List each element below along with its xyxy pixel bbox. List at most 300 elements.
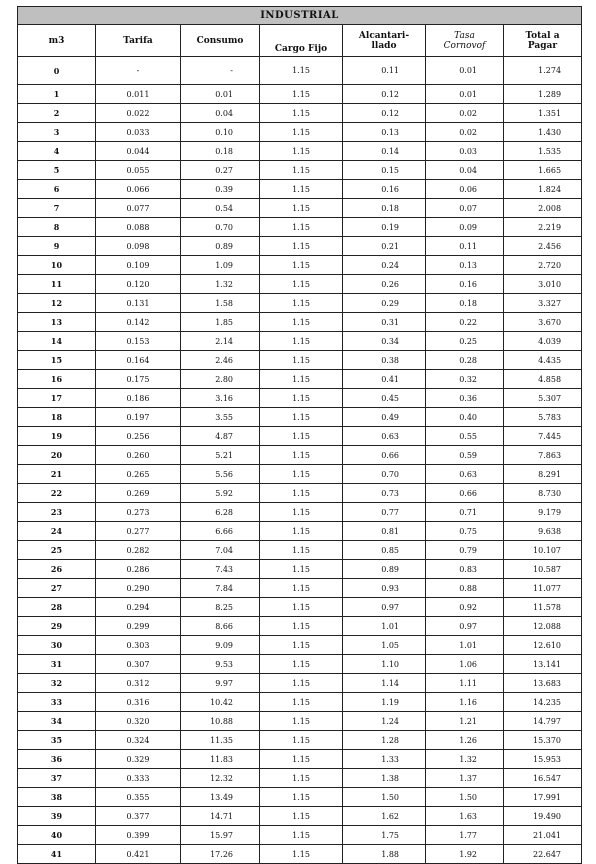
- cell-alcantarillado: 0.41: [343, 370, 426, 389]
- cell-consumo: 0.54: [181, 199, 260, 218]
- cell-tasa-cornovof: 1.21: [426, 712, 504, 731]
- cell-tasa-cornovof: 0.83: [426, 560, 504, 579]
- cell-total-a-pagar: 1.289: [504, 85, 582, 104]
- cell-m3: 18: [18, 408, 96, 427]
- cell-m3: 7: [18, 199, 96, 218]
- cell-tarifa: 0.286: [96, 560, 181, 579]
- cell-tasa-cornovof: 0.03: [426, 142, 504, 161]
- cell-tasa-cornovof: 1.63: [426, 807, 504, 826]
- cell-total-a-pagar: 12.088: [504, 617, 582, 636]
- cell-consumo: 5.56: [181, 465, 260, 484]
- column-header-consumo: Consumo: [181, 25, 260, 57]
- cell-consumo: 7.04: [181, 541, 260, 560]
- cell-tarifa: 0.329: [96, 750, 181, 769]
- cell-total-a-pagar: 2.720: [504, 256, 582, 275]
- cell-alcantarillado: 1.19: [343, 693, 426, 712]
- cell-alcantarillado: 0.66: [343, 446, 426, 465]
- cell-cargo-fijo: 1.15: [260, 769, 343, 788]
- cell-alcantarillado: 0.45: [343, 389, 426, 408]
- cell-m3: 6: [18, 180, 96, 199]
- table-row: [18, 788, 582, 807]
- cell-consumo: 9.09: [181, 636, 260, 655]
- cell-tasa-cornovof: 0.88: [426, 579, 504, 598]
- cell-tarifa: 0.033: [96, 123, 181, 142]
- cell-consumo: 7.43: [181, 560, 260, 579]
- table-row: [18, 256, 582, 275]
- cell-m3: 35: [18, 731, 96, 750]
- cell-total-a-pagar: 1.824: [504, 180, 582, 199]
- cell-consumo: 10.42: [181, 693, 260, 712]
- cell-consumo: 11.83: [181, 750, 260, 769]
- cell-alcantarillado: 0.63: [343, 427, 426, 446]
- cell-total-a-pagar: 15.953: [504, 750, 582, 769]
- table-row: [18, 598, 582, 617]
- cell-consumo: 1.85: [181, 313, 260, 332]
- cell-tarifa: 0.299: [96, 617, 181, 636]
- table-row: [18, 693, 582, 712]
- cell-cargo-fijo: 1.15: [260, 541, 343, 560]
- cell-total-a-pagar: 4.039: [504, 332, 582, 351]
- table-row: [18, 560, 582, 579]
- cell-consumo: 17.26: [181, 845, 260, 864]
- cell-m3: 13: [18, 313, 96, 332]
- cell-m3: 19: [18, 427, 96, 446]
- cell-total-a-pagar: 2.219: [504, 218, 582, 237]
- cell-consumo: 1.32: [181, 275, 260, 294]
- cell-m3: 29: [18, 617, 96, 636]
- cell-cargo-fijo: 1.15: [260, 199, 343, 218]
- cell-alcantarillado: 1.62: [343, 807, 426, 826]
- cell-tarifa: 0.294: [96, 598, 181, 617]
- cell-tasa-cornovof: 0.04: [426, 161, 504, 180]
- cell-total-a-pagar: 21.041: [504, 826, 582, 845]
- cell-m3: 9: [18, 237, 96, 256]
- cell-alcantarillado: 0.13: [343, 123, 426, 142]
- cell-tarifa: 0.142: [96, 313, 181, 332]
- table-row: [18, 237, 582, 256]
- cell-consumo: 5.21: [181, 446, 260, 465]
- cell-tarifa: 0.290: [96, 579, 181, 598]
- cell-consumo: 15.97: [181, 826, 260, 845]
- cell-consumo: 0.10: [181, 123, 260, 142]
- cell-tasa-cornovof: 0.18: [426, 294, 504, 313]
- table-row: [18, 294, 582, 313]
- table-row: [18, 465, 582, 484]
- table-title: INDUSTRIAL: [18, 7, 582, 25]
- cell-consumo: -: [181, 57, 260, 85]
- cell-consumo: 9.53: [181, 655, 260, 674]
- cell-tarifa: 0.186: [96, 389, 181, 408]
- cell-total-a-pagar: 16.547: [504, 769, 582, 788]
- cell-total-a-pagar: 1.665: [504, 161, 582, 180]
- cell-consumo: 3.16: [181, 389, 260, 408]
- cell-consumo: 0.04: [181, 104, 260, 123]
- cell-tasa-cornovof: 0.25: [426, 332, 504, 351]
- table-row: [18, 522, 582, 541]
- cell-alcantarillado: 0.14: [343, 142, 426, 161]
- cell-alcantarillado: 1.38: [343, 769, 426, 788]
- cell-tarifa: 0.098: [96, 237, 181, 256]
- cell-alcantarillado: 0.81: [343, 522, 426, 541]
- cell-tasa-cornovof: 0.11: [426, 237, 504, 256]
- cell-tasa-cornovof: 1.50: [426, 788, 504, 807]
- cell-cargo-fijo: 1.15: [260, 560, 343, 579]
- cell-total-a-pagar: 5.307: [504, 389, 582, 408]
- cell-consumo: 7.84: [181, 579, 260, 598]
- cell-m3: 20: [18, 446, 96, 465]
- table-row: [18, 826, 582, 845]
- cell-tarifa: 0.055: [96, 161, 181, 180]
- cell-cargo-fijo: 1.15: [260, 85, 343, 104]
- table-row: [18, 845, 582, 864]
- cell-total-a-pagar: 5.783: [504, 408, 582, 427]
- column-header-total-a-pagar: Total a Pagar: [504, 25, 582, 57]
- cell-tarifa: 0.399: [96, 826, 181, 845]
- cell-total-a-pagar: 13.141: [504, 655, 582, 674]
- cell-tasa-cornovof: 0.55: [426, 427, 504, 446]
- cell-m3: 21: [18, 465, 96, 484]
- table-row: [18, 655, 582, 674]
- cell-m3: 10: [18, 256, 96, 275]
- cell-alcantarillado: 1.24: [343, 712, 426, 731]
- cell-m3: 34: [18, 712, 96, 731]
- cell-alcantarillado: 0.77: [343, 503, 426, 522]
- table-row: [18, 123, 582, 142]
- cell-tasa-cornovof: 1.37: [426, 769, 504, 788]
- cell-cargo-fijo: 1.15: [260, 256, 343, 275]
- cell-tasa-cornovof: 0.07: [426, 199, 504, 218]
- cell-tarifa: 0.273: [96, 503, 181, 522]
- cell-tarifa: 0.256: [96, 427, 181, 446]
- cell-m3: 33: [18, 693, 96, 712]
- cell-alcantarillado: 0.97: [343, 598, 426, 617]
- cell-total-a-pagar: 13.683: [504, 674, 582, 693]
- cell-total-a-pagar: 1.351: [504, 104, 582, 123]
- industrial-tariff-table: [17, 6, 582, 864]
- cell-alcantarillado: 1.33: [343, 750, 426, 769]
- cell-tasa-cornovof: 0.92: [426, 598, 504, 617]
- cell-cargo-fijo: 1.15: [260, 522, 343, 541]
- cell-cargo-fijo: 1.15: [260, 218, 343, 237]
- table-row: [18, 161, 582, 180]
- column-header-m3: m3: [18, 25, 96, 57]
- cell-tasa-cornovof: 0.71: [426, 503, 504, 522]
- cell-total-a-pagar: 12.610: [504, 636, 582, 655]
- cell-cargo-fijo: 1.15: [260, 598, 343, 617]
- cell-m3: 4: [18, 142, 96, 161]
- table-row: [18, 408, 582, 427]
- cell-m3: 41: [18, 845, 96, 864]
- cell-tarifa: 0.153: [96, 332, 181, 351]
- cell-m3: 24: [18, 522, 96, 541]
- cell-tasa-cornovof: 0.36: [426, 389, 504, 408]
- cell-cargo-fijo: 1.15: [260, 826, 343, 845]
- cell-m3: 15: [18, 351, 96, 370]
- cell-m3: 40: [18, 826, 96, 845]
- cell-consumo: 0.39: [181, 180, 260, 199]
- cell-cargo-fijo: 1.15: [260, 484, 343, 503]
- cell-total-a-pagar: 14.797: [504, 712, 582, 731]
- table-row: [18, 674, 582, 693]
- cell-cargo-fijo: 1.15: [260, 788, 343, 807]
- cell-consumo: 10.88: [181, 712, 260, 731]
- cell-tarifa: 0.066: [96, 180, 181, 199]
- table-row: [18, 85, 582, 104]
- cell-total-a-pagar: 1.430: [504, 123, 582, 142]
- table-row: [18, 332, 582, 351]
- cell-consumo: 5.92: [181, 484, 260, 503]
- cell-m3: 26: [18, 560, 96, 579]
- cell-m3: 36: [18, 750, 96, 769]
- cell-m3: 30: [18, 636, 96, 655]
- cell-total-a-pagar: 1.274: [504, 57, 582, 85]
- cell-cargo-fijo: 1.15: [260, 655, 343, 674]
- cell-tasa-cornovof: 1.11: [426, 674, 504, 693]
- cell-m3: 31: [18, 655, 96, 674]
- cell-cargo-fijo: 1.15: [260, 57, 343, 85]
- table-row: [18, 750, 582, 769]
- cell-cargo-fijo: 1.15: [260, 237, 343, 256]
- cell-cargo-fijo: 1.15: [260, 674, 343, 693]
- cell-consumo: 13.49: [181, 788, 260, 807]
- cell-cargo-fijo: 1.15: [260, 123, 343, 142]
- cell-tarifa: 0.164: [96, 351, 181, 370]
- cell-cargo-fijo: 1.15: [260, 446, 343, 465]
- cell-total-a-pagar: 3.670: [504, 313, 582, 332]
- table-row: [18, 579, 582, 598]
- cell-cargo-fijo: 1.15: [260, 617, 343, 636]
- cell-consumo: 0.27: [181, 161, 260, 180]
- table-row: [18, 218, 582, 237]
- table-row: [18, 199, 582, 218]
- cell-m3: 0: [18, 57, 96, 85]
- cell-consumo: 0.89: [181, 237, 260, 256]
- cell-m3: 28: [18, 598, 96, 617]
- cell-tasa-cornovof: 1.16: [426, 693, 504, 712]
- cell-cargo-fijo: 1.15: [260, 389, 343, 408]
- cell-total-a-pagar: 11.578: [504, 598, 582, 617]
- cell-alcantarillado: 0.12: [343, 85, 426, 104]
- cell-m3: 17: [18, 389, 96, 408]
- cell-tarifa: 0.265: [96, 465, 181, 484]
- cell-tasa-cornovof: 0.97: [426, 617, 504, 636]
- cell-tarifa: 0.303: [96, 636, 181, 655]
- cell-alcantarillado: 1.88: [343, 845, 426, 864]
- cell-cargo-fijo: 1.15: [260, 845, 343, 864]
- cell-alcantarillado: 0.85: [343, 541, 426, 560]
- cell-cargo-fijo: 1.15: [260, 351, 343, 370]
- table-row: [18, 712, 582, 731]
- cell-tarifa: 0.260: [96, 446, 181, 465]
- cell-m3: 23: [18, 503, 96, 522]
- column-header-alcantarillado: Alcantari- llado: [343, 25, 426, 57]
- column-header-tarifa: Tarifa: [96, 25, 181, 57]
- cell-cargo-fijo: 1.15: [260, 465, 343, 484]
- cell-alcantarillado: 0.12: [343, 104, 426, 123]
- table-body: [18, 57, 582, 864]
- cell-tasa-cornovof: 1.32: [426, 750, 504, 769]
- cell-tarifa: -: [96, 57, 181, 85]
- cell-tarifa: 0.088: [96, 218, 181, 237]
- cell-cargo-fijo: 1.15: [260, 313, 343, 332]
- cell-m3: 5: [18, 161, 96, 180]
- cell-m3: 27: [18, 579, 96, 598]
- cell-m3: 22: [18, 484, 96, 503]
- cell-alcantarillado: 1.75: [343, 826, 426, 845]
- cell-tarifa: 0.022: [96, 104, 181, 123]
- cell-tasa-cornovof: 1.06: [426, 655, 504, 674]
- cell-alcantarillado: 1.05: [343, 636, 426, 655]
- column-header-cargo-fijo: Cargo Fijo: [260, 25, 343, 57]
- table-row: [18, 731, 582, 750]
- cell-tarifa: 0.324: [96, 731, 181, 750]
- cell-consumo: 0.01: [181, 85, 260, 104]
- cell-m3: 32: [18, 674, 96, 693]
- cell-m3: 12: [18, 294, 96, 313]
- table-row: [18, 427, 582, 446]
- cell-total-a-pagar: 11.077: [504, 579, 582, 598]
- cell-consumo: 2.14: [181, 332, 260, 351]
- table-row: [18, 370, 582, 389]
- cell-total-a-pagar: 1.535: [504, 142, 582, 161]
- cell-tasa-cornovof: 0.13: [426, 256, 504, 275]
- cell-tasa-cornovof: 0.09: [426, 218, 504, 237]
- cell-consumo: 6.66: [181, 522, 260, 541]
- cell-tarifa: 0.044: [96, 142, 181, 161]
- cell-consumo: 2.80: [181, 370, 260, 389]
- cell-consumo: 1.09: [181, 256, 260, 275]
- cell-tasa-cornovof: 0.06: [426, 180, 504, 199]
- table-row: [18, 180, 582, 199]
- cell-tarifa: 0.316: [96, 693, 181, 712]
- cell-total-a-pagar: 7.863: [504, 446, 582, 465]
- cell-consumo: 0.18: [181, 142, 260, 161]
- cell-cargo-fijo: 1.15: [260, 180, 343, 199]
- cell-tarifa: 0.109: [96, 256, 181, 275]
- cell-alcantarillado: 0.70: [343, 465, 426, 484]
- cell-tasa-cornovof: 0.01: [426, 85, 504, 104]
- cell-cargo-fijo: 1.15: [260, 579, 343, 598]
- cell-tarifa: 0.355: [96, 788, 181, 807]
- cell-total-a-pagar: 9.638: [504, 522, 582, 541]
- cell-total-a-pagar: 3.327: [504, 294, 582, 313]
- cell-m3: 25: [18, 541, 96, 560]
- cell-consumo: 12.32: [181, 769, 260, 788]
- cell-alcantarillado: 1.28: [343, 731, 426, 750]
- cell-tarifa: 0.175: [96, 370, 181, 389]
- table-row: [18, 57, 582, 85]
- cell-total-a-pagar: 10.107: [504, 541, 582, 560]
- cell-alcantarillado: 1.14: [343, 674, 426, 693]
- cell-alcantarillado: 0.31: [343, 313, 426, 332]
- table-row: [18, 351, 582, 370]
- cell-tasa-cornovof: 0.01: [426, 57, 504, 85]
- cell-tarifa: 0.269: [96, 484, 181, 503]
- table-row: [18, 389, 582, 408]
- cell-m3: 2: [18, 104, 96, 123]
- cell-m3: 8: [18, 218, 96, 237]
- cell-consumo: 4.87: [181, 427, 260, 446]
- table-row: [18, 541, 582, 560]
- cell-alcantarillado: 1.50: [343, 788, 426, 807]
- cell-tarifa: 0.282: [96, 541, 181, 560]
- cell-cargo-fijo: 1.15: [260, 104, 343, 123]
- cell-consumo: 14.71: [181, 807, 260, 826]
- cell-total-a-pagar: 17.991: [504, 788, 582, 807]
- cell-tarifa: 0.011: [96, 85, 181, 104]
- table-row: [18, 313, 582, 332]
- cell-alcantarillado: 1.01: [343, 617, 426, 636]
- cell-tarifa: 0.131: [96, 294, 181, 313]
- table-row: [18, 617, 582, 636]
- cell-consumo: 6.28: [181, 503, 260, 522]
- cell-total-a-pagar: 4.858: [504, 370, 582, 389]
- cell-tasa-cornovof: 0.22: [426, 313, 504, 332]
- cell-m3: 16: [18, 370, 96, 389]
- cell-alcantarillado: 0.21: [343, 237, 426, 256]
- cell-m3: 1: [18, 85, 96, 104]
- cell-alcantarillado: 0.18: [343, 199, 426, 218]
- cell-cargo-fijo: 1.15: [260, 693, 343, 712]
- cell-cargo-fijo: 1.15: [260, 294, 343, 313]
- table-row: [18, 769, 582, 788]
- cell-alcantarillado: 0.16: [343, 180, 426, 199]
- cell-tarifa: 0.120: [96, 275, 181, 294]
- cell-alcantarillado: 0.26: [343, 275, 426, 294]
- cell-total-a-pagar: 2.456: [504, 237, 582, 256]
- cell-consumo: 0.70: [181, 218, 260, 237]
- cell-tarifa: 0.320: [96, 712, 181, 731]
- cell-alcantarillado: 0.29: [343, 294, 426, 313]
- cell-tasa-cornovof: 0.79: [426, 541, 504, 560]
- cell-alcantarillado: 0.89: [343, 560, 426, 579]
- cell-cargo-fijo: 1.15: [260, 142, 343, 161]
- table-row: [18, 503, 582, 522]
- cell-m3: 38: [18, 788, 96, 807]
- cell-alcantarillado: 0.73: [343, 484, 426, 503]
- table-row: [18, 446, 582, 465]
- cell-consumo: 2.46: [181, 351, 260, 370]
- cell-alcantarillado: 0.38: [343, 351, 426, 370]
- cell-total-a-pagar: 8.291: [504, 465, 582, 484]
- cell-cargo-fijo: 1.15: [260, 427, 343, 446]
- cell-tasa-cornovof: 1.26: [426, 731, 504, 750]
- cell-total-a-pagar: 4.435: [504, 351, 582, 370]
- cell-tasa-cornovof: 0.66: [426, 484, 504, 503]
- cell-total-a-pagar: 19.490: [504, 807, 582, 826]
- cell-total-a-pagar: 7.445: [504, 427, 582, 446]
- cell-total-a-pagar: 8.730: [504, 484, 582, 503]
- cell-tasa-cornovof: 1.77: [426, 826, 504, 845]
- cell-cargo-fijo: 1.15: [260, 750, 343, 769]
- cell-tarifa: 0.421: [96, 845, 181, 864]
- cell-alcantarillado: 0.11: [343, 57, 426, 85]
- table-row: [18, 484, 582, 503]
- cell-total-a-pagar: 2.008: [504, 199, 582, 218]
- table-row: [18, 142, 582, 161]
- cell-tasa-cornovof: 0.28: [426, 351, 504, 370]
- cell-tarifa: 0.077: [96, 199, 181, 218]
- cell-total-a-pagar: 15.370: [504, 731, 582, 750]
- cell-total-a-pagar: 3.010: [504, 275, 582, 294]
- cell-tasa-cornovof: 0.75: [426, 522, 504, 541]
- cell-cargo-fijo: 1.15: [260, 161, 343, 180]
- cell-tarifa: 0.277: [96, 522, 181, 541]
- cell-m3: 14: [18, 332, 96, 351]
- cell-tasa-cornovof: 0.32: [426, 370, 504, 389]
- cell-consumo: 1.58: [181, 294, 260, 313]
- cell-cargo-fijo: 1.15: [260, 275, 343, 294]
